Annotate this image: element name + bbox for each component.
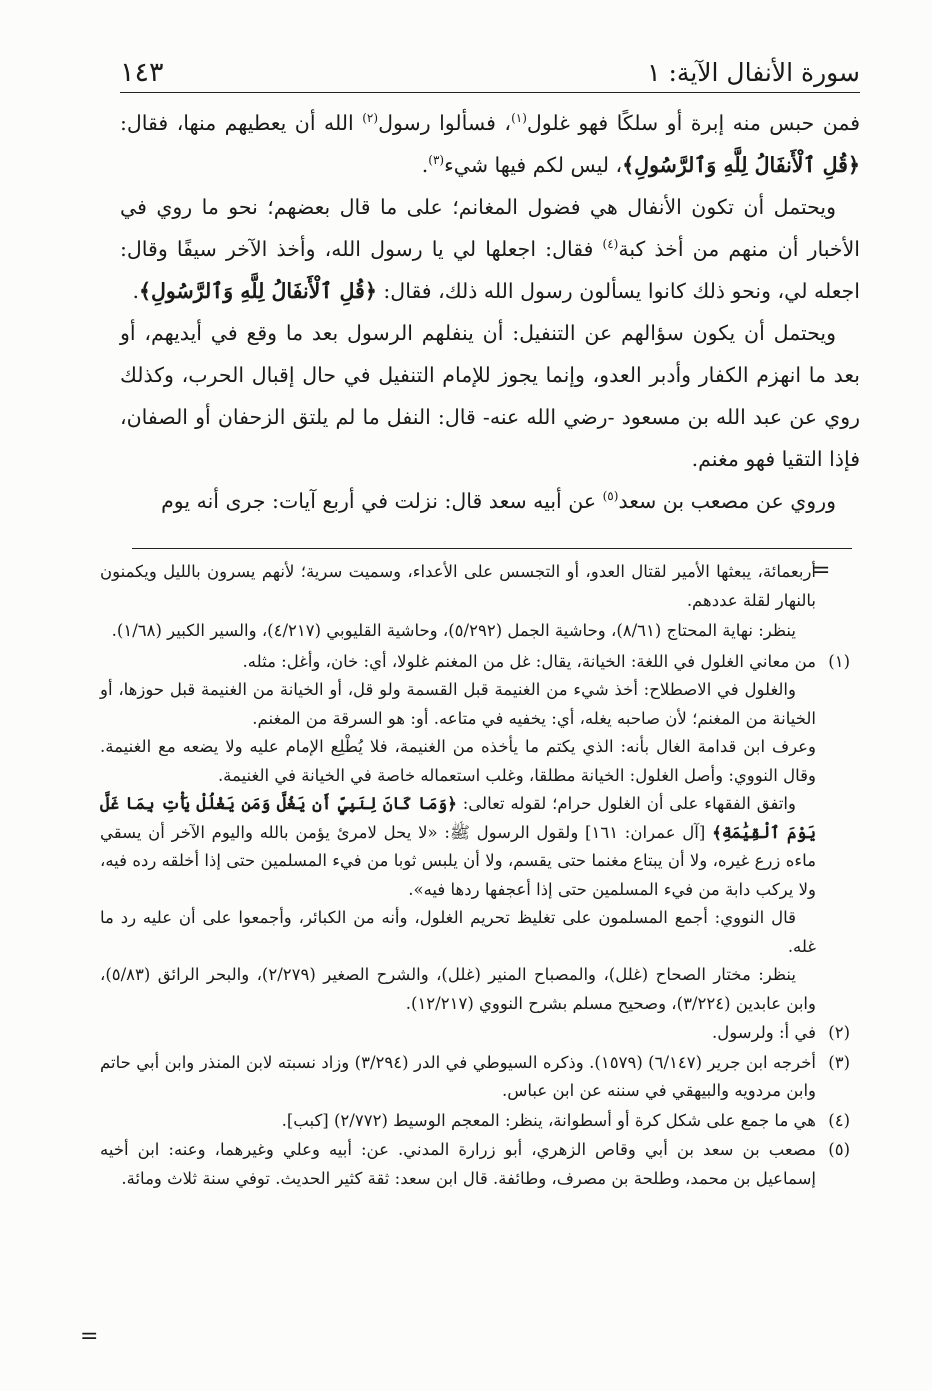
footnote-rule <box>132 548 852 549</box>
text-run: ويحتمل أن تكون الأنفال هي فضول المغانم؛ على ما قال بعضهم؛ نحو ما روي في الأخبار أن منهم من أخذ كبة <box>120 195 860 261</box>
footnote-line: من معاني الغلول في اللغة: الخيانة، يقال: غل من المغنم غلولا، أي: خان، وأغل: مثله. <box>242 651 816 671</box>
footnote-ref-4[interactable]: (٤) <box>602 237 619 252</box>
quran-quote: ﴿وَمَا كَانَ لِنَبِيٍّ أَن يَغُلَّ وَمَن يَغْلُلْ يَأْتِ بِمَا غَلَّ يَوْمَ ٱلْقِيَٰمَةِ﴾ <box>100 794 816 842</box>
footnote-line: وعرف ابن قدامة الغال بأنه: الذي يكتم ما يأخذه من الغنيمة، فلا يُطْلِع الإمام عليه ولا يضعه مع الغنيمة. وقال النووي: وأصل الغلول: الخيانة مطلقا، وغلب استعماله خاصة في الخيانة في الغنيمة. <box>100 737 816 785</box>
text-run: وروي عن مصعب بن سعد <box>618 489 836 513</box>
footnote-number: (٢) <box>828 1023 850 1042</box>
footnote-text <box>100 648 816 1019</box>
footnote-line: ينظر: مختار الصحاح (غلل)، والمصباح المنير (غلل)، والشرح الصغير (٢/٢٧٩)، والبحر الرائق (٥/٨٣)، وابن عابدين (٣/٢٢٤)، وصحيح مسلم بشرح النووي (١٢/٢١٧). <box>100 965 816 1013</box>
text-run: واتفق الفقهاء على أن الغلول حرام؛ لقوله تعالى: <box>462 794 796 813</box>
footnotes <box>100 558 850 1193</box>
header-rule <box>120 92 860 93</box>
footnote-text: مصعب بن سعد بن أبي وقاص الزهري، أبو زرارة المدني. عن: أبيه وعلي وغيرهما، وعنه: ابن أخيه إسماعيل بن محمد، وطلحة بن مصرف، وطائفة. قال ابن سعد: ثقة كثير الحديث. توفي سنة ثلاث ومائة. <box>100 1140 816 1188</box>
text-run: فقال: اجعلها لي يا رسول الله، وأخذ الآخر سيفًا وقال: اجعله لي، ونحو ذلك كانوا يسألون رسول الله ذلك، فقال: <box>120 237 860 303</box>
footnote-ref-5[interactable]: (٥) <box>602 489 619 504</box>
footnote-ref-1[interactable]: (١) <box>511 111 527 126</box>
footnote-text: في أ: ولرسول. <box>712 1023 816 1042</box>
footnote-text: أخرجه ابن جرير (٦/١٤٧) (١٥٧٩). وذكره السيوطي في الدر (٣/٢٩٤) وزاد نسبته لابن المنذر وابن أبي حاتم وابن مردويه والبيهقي في سننه عن ابن عباس. <box>100 1052 816 1100</box>
continuation-mark: = <box>80 1324 99 1349</box>
footnote-continuation: أربعمائة، يبعثها الأمير لقتال العدو، أو التجسس على الأعداء، وسميت سرية؛ لأنهم يسرون بالليل ويكمنون بالنهار لقلة عددهم. <box>100 562 816 610</box>
footnote-line: قال النووي: أجمع المسلمون على تغليظ تحريم الغلول، وأنه من الكبائر، وأجمعوا على أن عليه رد ما غله. <box>100 908 816 956</box>
footnote-number: (٤) <box>828 1110 850 1130</box>
page-header <box>120 52 860 92</box>
text-run: الله أن يعطيهم منها، فقال: <box>120 111 363 135</box>
paragraph-3: ويحتمل أن يكون سؤالهم عن التنفيل: أن ينفلهم الرسول بعد ما وقع في أيديهم، أو بعد ما انهزم الكفار وأدبر العدو، وإنما يجوز للإمام التنفيل في حال إقبال الحرب، وكذلك روي عن عبد الله بن مسعود -رضي الله عنه- قال: النفل ما لم يلتق الزحفان أو الصفان، فإذا التقيا فهو مغنم. <box>120 321 860 471</box>
footnote-line <box>100 790 816 904</box>
footnote-continuation-refs: ينظر: نهاية المحتاج (٨/٦١)، وحاشية الجمل (٥/٢٩٢)، وحاشية القليوبي (٤/٢١٧)، والسير الكبير (١/٦٨). <box>111 621 796 640</box>
text-run: ، فسألوا رسول <box>378 111 512 135</box>
main-text <box>120 102 860 522</box>
text-run: فمن حبس منه إبرة أو سلكًا فهو غلول <box>526 111 861 135</box>
quran-quote: ﴿قُلِ ٱلْأَنفَالُ لِلَّهِ وَٱلرَّسُولِ﴾ <box>622 153 860 177</box>
text-run: عن أبيه سعد قال: نزلت في أربع آيات: جرى أنه يوم <box>161 489 603 513</box>
paragraph-2 <box>120 186 860 312</box>
text-run: . <box>421 153 429 177</box>
page-number: ١٤٣ <box>120 56 164 88</box>
footnote-2 <box>100 1019 850 1048</box>
quran-quote: ﴿قُلِ ٱلْأَنفَالُ لِلَّهِ وَٱلرَّسُولِ﴾ <box>139 279 377 303</box>
paragraph-4 <box>120 480 860 522</box>
footnote-text: هي ما جمع على شكل كرة أو أسطوانة، ينظر: المعجم الوسيط (٢/٧٧٢) [كبب]. <box>281 1110 816 1130</box>
footnote-ref-2[interactable]: (٢) <box>362 111 379 126</box>
footnote-number: (٥) <box>828 1140 850 1159</box>
running-title: سورة الأنفال الآية: ١ <box>647 57 860 87</box>
footnote-1 <box>100 648 850 1019</box>
text-run: . <box>132 279 140 303</box>
text-run: ، ليس لكم فيها شيء <box>444 153 623 177</box>
footnote-number: (٣) <box>828 1052 850 1072</box>
footnote-ref-3[interactable]: (٣) <box>428 153 445 168</box>
paragraph-1 <box>120 102 860 186</box>
footnote-number: (١) <box>828 651 850 671</box>
footnote-line: والغلول في الاصطلاح: أخذ شيء من الغنيمة قبل القسمة ولو قل، أو الخيانة من الغنيمة قبل حوزها، أو الخيانة من المغنم؛ لأن صاحبه يغله، أي: يخفيه في متاعه. أو: هو السرقة من المغنم. <box>100 680 816 728</box>
text-run: [آل عمران: ١٦١] ولقول الرسول ﷺ: «لا يحل لامرئ يؤمن بالله واليوم الآخر أن يسقي ماءه زرع غيره، ولا أن يبتاع مغنما حتى يقسم، ولا أن يلبس ثوبا من فيء المسلمين حتى إذا أخلقه رده فيه، ولا يركب دابة من فيء المسلمين حتى إذا أعجفها ردها فيه». <box>100 822 816 899</box>
footnote-5 <box>100 1136 850 1193</box>
footnote-3 <box>100 1049 850 1106</box>
continuation-mark: = <box>812 558 831 583</box>
footnote-4 <box>100 1107 850 1136</box>
